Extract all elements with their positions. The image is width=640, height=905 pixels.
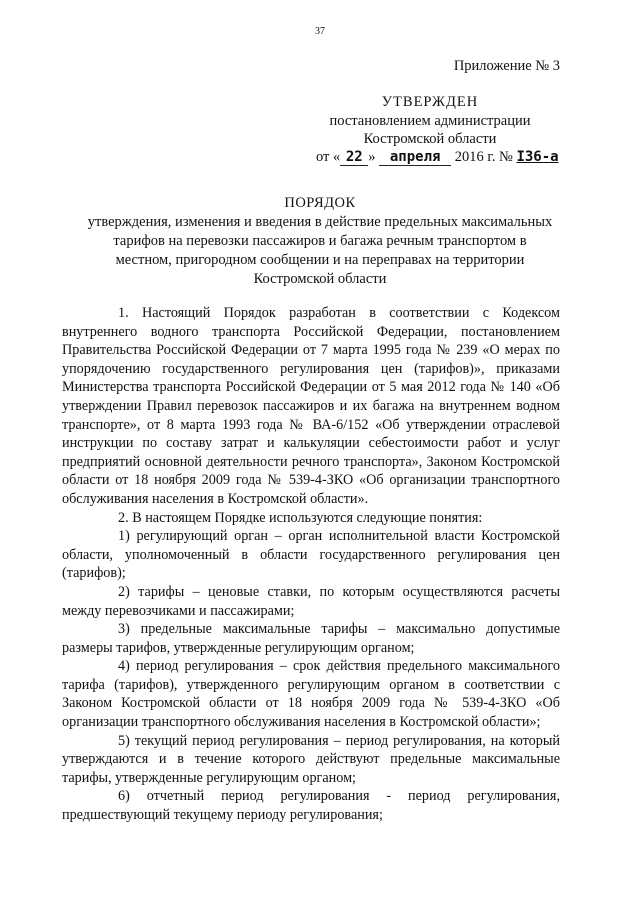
title-line-1: утверждения, изменения и введения в действие предельных максимальных (87, 214, 553, 230)
resolution-line: постановлением администрации (329, 113, 531, 129)
definition-4: 4) период регулирования – срок действия предельного максимального тарифа (тарифов), утвержденного регулирующим органом в соответствии с Законом Костромской области от 18 ноября 2009 года № 539-4-ЗКО «Об организации транспортного обслуживания населения в Костромской области»; (62, 658, 560, 731)
date-prefix: от « (316, 149, 341, 165)
paragraph-2: 2. В настоящем Порядке используются следующие понятия: (118, 509, 483, 526)
definition-2: 2) тарифы – ценовые ставки, по которым осуществляются расчеты между перевозчиками и пассажирами; (62, 583, 560, 619)
document-title: ПОРЯДОК (284, 195, 356, 211)
date-day: 22 (340, 149, 368, 166)
title-line-4: Костромской области (253, 271, 387, 287)
region-line: Костромской области (363, 131, 497, 147)
title-line-2: тарифов на перевозки пассажиров и багажа речным транспортом в (113, 233, 527, 249)
date-day-suffix: » (368, 149, 376, 165)
title-line-3: местном, пригородном сообщении и на переправах на территории (115, 252, 525, 268)
page-number: 37 (315, 26, 325, 37)
resolution-number: I36-а (516, 149, 559, 165)
date-year: 2016 г. № (454, 149, 513, 165)
definition-5: 5) текущий период регулирования – период регулирования, на который утверждаются и в течение которого действуют предельные максимальные тарифы, утвержденные регулирующим органом; (62, 732, 560, 786)
definition-6: 6) отчетный период регулирования - период регулирования, предшествующий текущему периоду регулирования; (62, 788, 560, 824)
approved-heading: УТВЕРЖДЕН (381, 94, 479, 110)
definition-3: 3) предельные максимальные тарифы – максимально допустимые размеры тарифов, утвержденные регулирующим органом; (62, 621, 560, 656)
definition-1: 1) регулирующий орган – орган исполнительной власти Костромской области, уполномоченный в области государственного регулирования цен (тарифов); (62, 528, 560, 582)
document-body (62, 304, 560, 825)
date-line (316, 149, 596, 166)
date-month: апреля (379, 149, 451, 166)
paragraph-1: 1. Настоящий Порядок разработан в соответствии с Кодексом внутреннего водного транспорта Российской Федерации, постановлением Правительства Российской Федерации от 7 марта 1995 года № 239 «О мерах по упорядочению государственного регулирования цен (тарифов)», приказами Министерства транспорта Российской Федерации от 5 мая 2012 года № 140 «Об утверждении Правил перевозок пассажиров и их багажа на внутреннем водном транспорте», от 8 марта 1993 года № ВА-6/152 «Об утверждении отраслевой инструкции по составу затрат и калькуляции себестоимости работ и услуг предприятий основной деятельности речного транспорта», Законом Костромской области от 18 ноября 2009 года № 539-4-ЗКО «Об организации транспортного обслуживания населения в Костромской области». (62, 305, 560, 507)
appendix-label: Приложение № 3 (453, 58, 560, 74)
